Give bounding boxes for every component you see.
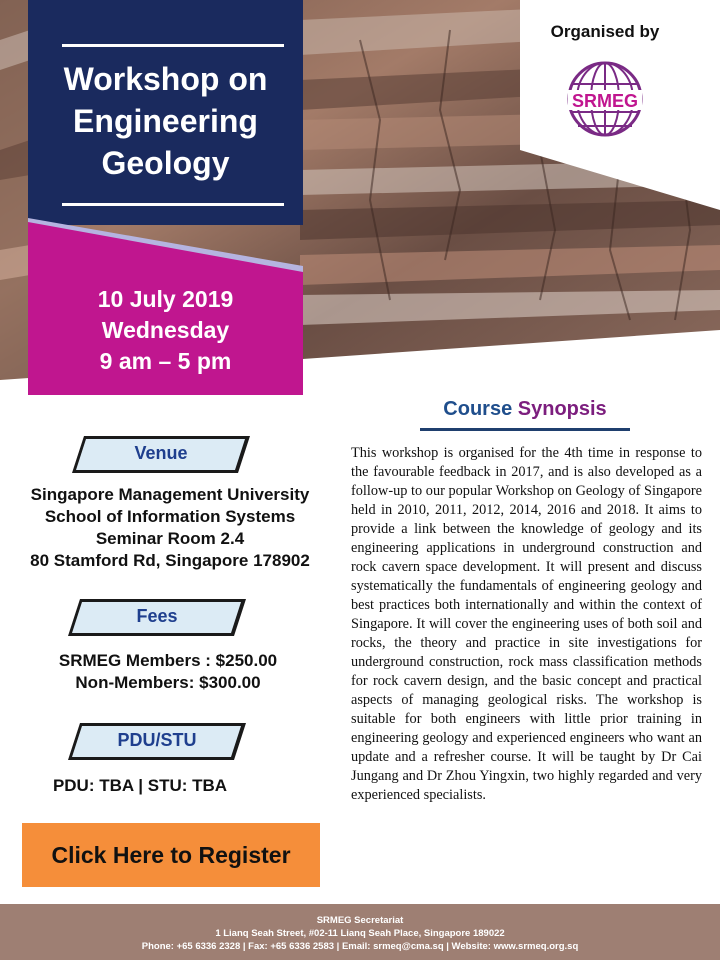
- fees-heading-tag: [68, 596, 246, 636]
- fees-non-members: Non-Members: $300.00: [75, 673, 261, 692]
- srmeg-logo: [560, 54, 650, 149]
- workshop-day: Wednesday: [101, 317, 230, 343]
- workshop-title: [28, 58, 303, 184]
- venue-heading: Venue: [134, 443, 188, 463]
- venue-details: [0, 484, 340, 572]
- synopsis-body: This workshop is organised for the 4th time in response to the favourable feedback in 2017, and is also developed as a follow-up to our popular Workshop on Geology of Singapore held in 2010, 2011, 2012, 2014, 2016 and 2018. It aims to provide a link between the knowledge of geology and its engineering applications in underground construction and rock cavern space development. It will present and discuss systematically the fundamentals of engineering geology and best practices both internationally and within the context of Singapore. It will cover the engineering uses of both soil and rocks, the theory and practice in site investigations for underground construction, rock mass classification methods for rock cavern design, and the basic concept and practical aspects of managing geological risks. The workshop is suitable for both engineers with little prior training in engineering geology and experienced engineers who want an update and a refresher course. It will be taught by Dr Cai Jungang and Dr Zhou Yingxin, two highly regarded and very experienced specialists.: [351, 445, 702, 803]
- title-divider-bottom: [62, 203, 284, 206]
- footer-contacts: Phone: +65 6336 2328 | Fax: +65 6336 2583 | Email: srmeq@cma.sq | Website: www.srmeq.org.sq: [141, 941, 579, 952]
- organised-by-label: Organised by: [550, 22, 660, 41]
- venue-line-3: Seminar Room 2.4: [95, 529, 245, 548]
- title-line-2: Engineering: [73, 103, 258, 139]
- synopsis-title-word-1: Course: [443, 398, 513, 420]
- fees-details: [0, 650, 338, 694]
- date-time-block: [28, 284, 303, 377]
- register-button[interactable]: Click Here to Register: [22, 823, 320, 887]
- footer: [0, 904, 720, 960]
- title-line-1: Workshop on: [63, 61, 268, 97]
- venue-line-4: 80 Stamford Rd, Singapore 178902: [30, 551, 310, 570]
- fees-heading: Fees: [136, 606, 178, 626]
- title-line-3: Geology: [101, 145, 230, 181]
- pdu-heading: PDU/STU: [117, 730, 197, 750]
- workshop-date: 10 July 2019: [97, 286, 234, 312]
- footer-address: 1 Lianq Seah Street, #02-11 Lianq Seah Place, Singapore 189022: [215, 928, 505, 939]
- pdu-details: PDU: TBA | STU: TBA: [52, 776, 228, 795]
- footer-secretariat: SRMEG Secretariat: [316, 915, 404, 926]
- synopsis-title: [350, 398, 700, 421]
- title-divider-top: [62, 44, 284, 47]
- venue-line-2: School of Information Systems: [44, 507, 296, 526]
- venue-heading-tag: [72, 433, 250, 473]
- synopsis-title-word-2: Synopsis: [517, 398, 607, 420]
- fees-members: SRMEG Members : $250.00: [58, 651, 278, 670]
- workshop-time: 9 am – 5 pm: [99, 348, 232, 374]
- venue-line-1: Singapore Management University: [30, 485, 310, 504]
- pdu-heading-tag: [68, 720, 246, 760]
- synopsis-underline: [420, 428, 630, 431]
- svg-text:SRMEG: SRMEG: [571, 91, 639, 111]
